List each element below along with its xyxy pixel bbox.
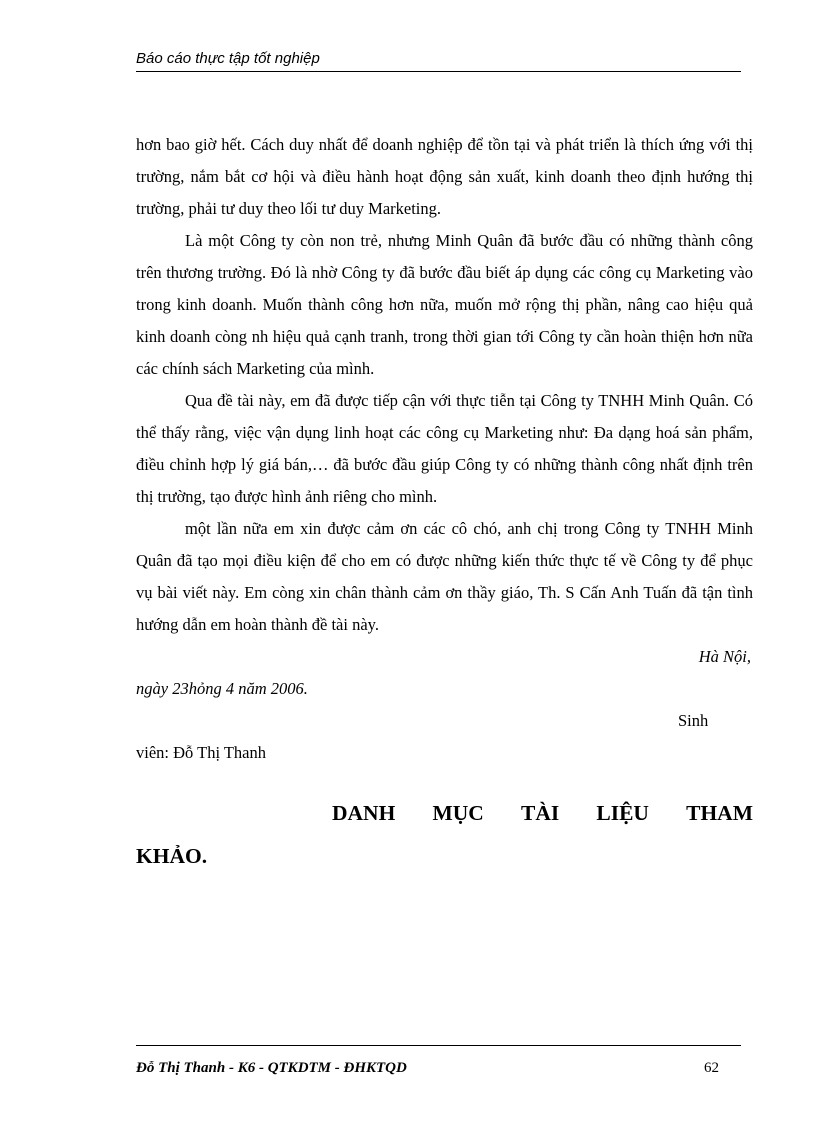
- paragraph-2: Là một Công ty còn non trẻ, nhưng Minh Quân đã bước đầu có những thành công trên thương trường. Đó là nhờ Công ty đã bước đầu biết áp dụng các công cụ Marketing vào trong kinh doanh. Muốn thành công hơn nữa, muốn mở rộng thị phần, nâng cao hiệu quả kinh doanh còng nh hiệu quả cạnh tranh, trong thời gian tới Công ty cần hoàn thiện hơn nữa các chính sách Marketing của mình.: [136, 231, 753, 378]
- signature-role: Sinh: [678, 711, 709, 730]
- paragraph-1: hơn bao giờ hết. Cách duy nhất để doanh nghiệp để tồn tại và phát triển là thích ứng với thị trường, nắm bắt cơ hội và điều hành hoạt động sản xuất, kinh doanh theo định hướng thị trường, phải tư duy theo lối tư duy Marketing.: [136, 135, 753, 218]
- references-word: DANH: [332, 801, 396, 825]
- signature-student: viên: Đỗ Thị Thanh: [136, 743, 267, 762]
- signature-date: ngày 23hỏng 4 năm 2006.: [136, 679, 308, 698]
- footer-divider: [136, 1045, 741, 1046]
- document-body: [136, 129, 753, 878]
- references-heading: [136, 792, 753, 878]
- paragraph-3: Qua đề tài này, em đã được tiếp cận với thực tiễn tại Công ty TNHH Minh Quân. Có thể thấy rằng, việc vận dụng linh hoạt các công cụ Marketing như: Đa dạng hoá sản phẩm, điều chỉnh hợp lý giá bán,… đã bước đầu giúp Công ty có những thành công nhất định trên thị trường, tạo được hình ảnh riêng cho mình.: [136, 391, 753, 506]
- references-word: TÀI: [520, 801, 560, 825]
- page-number: 62: [704, 1060, 719, 1076]
- signature-place: Hà Nội,: [698, 647, 751, 666]
- footer-author: Đỗ Thị Thanh - K6 - QTKDTM - ĐHKTQD: [136, 1060, 407, 1076]
- page-header: Báo cáo thực tập tốt nghiệp: [136, 50, 741, 72]
- paragraph-4: một lần nữa em xin được cảm ơn các cô chó, anh chị trong Công ty TNHH Minh Quân đã tạo mọi điều kiện để cho em có được những kiến thức thực tế về Công ty để phục vụ bài viết này. Em còng xin chân thành cảm ơn thầy giáo, Th. S Cấn Anh Tuấn đã tận tình hướng dẫn em hoàn thành đề tài này.: [136, 519, 753, 634]
- references-word: THAM: [686, 801, 753, 825]
- references-word: LIỆU: [596, 801, 649, 825]
- references-word: MỤC: [432, 801, 484, 825]
- references-line-2: KHẢO.: [136, 844, 208, 868]
